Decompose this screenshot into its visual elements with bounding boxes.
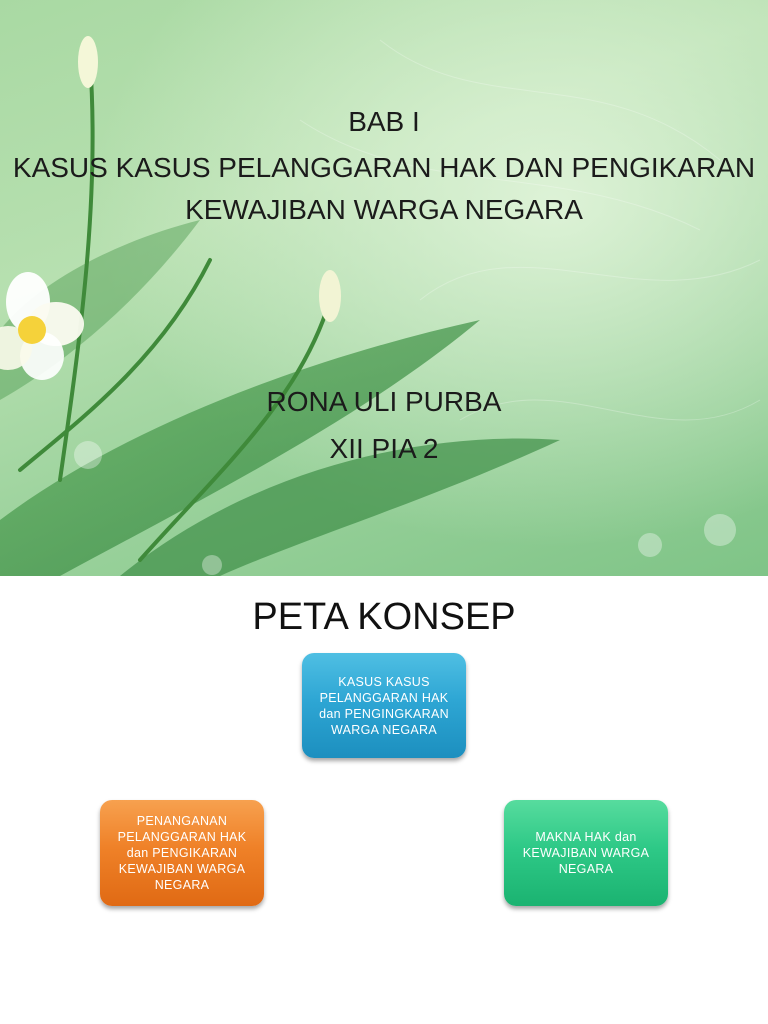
slide-title-line-1: KASUS KASUS PELANGGARAN HAK DAN PENGIKARAN [12, 152, 756, 183]
concept-map-slide [0, 576, 768, 1024]
class-label: XII PIA 2 [329, 433, 439, 464]
slide-title-line-2: KEWAJIBAN WARGA NEGARA [185, 194, 583, 225]
concept-node-main [302, 653, 466, 758]
author-name: RONA ULI PURBA [266, 386, 502, 417]
concept-node-main-label: KASUS KASUS PELANGGARAN HAK dan PENGINGKARAN WARGA NEGARA [319, 674, 449, 737]
concept-map-title: PETA KONSEP [252, 596, 516, 638]
concept-node-meaning [504, 800, 668, 906]
chapter-label: BAB I [348, 106, 420, 137]
concept-node-handling-label: PENANGANAN PELANGGARAN HAK dan PENGIKARAN KEWAJIBAN WARGA NEGARA [117, 814, 247, 892]
concept-node-meaning-label: MAKNA HAK dan KEWAJIBAN WARGA NEGARA [522, 830, 650, 876]
concept-node-handling [100, 800, 264, 906]
